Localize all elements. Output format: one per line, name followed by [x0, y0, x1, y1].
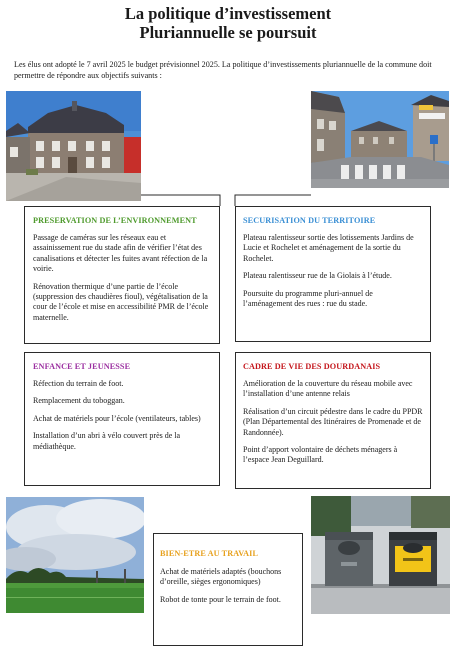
cadre-item: Réalisation d’un circuit pédestre dans le cadre du PPDR (Plan Départemental des Itinéraires de Promenade et de Randonnée). [243, 406, 423, 437]
securisation-box [235, 206, 431, 342]
enfance-heading: ENFANCE ET JEUNESSE [33, 362, 131, 371]
environment-item: Passage de caméras sur les réseaux eau et assainissement rue du stade afin de vérifier l’état des canalisations et détecter les fuites avant réfection de la voirie. [33, 233, 208, 274]
football-field-photo [6, 497, 144, 613]
cadre-heading: CADRE DE VIE DES DOURDANAIS [243, 362, 381, 371]
bienetre-heading: BIEN-ETRE AU TRAVAIL [160, 549, 259, 558]
enfance-box [24, 352, 220, 486]
enfance-item: Réfection du terrain de foot. [33, 379, 124, 388]
cadre-item: Point d’apport volontaire de déchets ménagers à l’espace Jean Deguillard. [243, 445, 398, 465]
environment-heading: PRESERVATION DE L’ENVIRONNEMENT [33, 216, 197, 225]
enfance-item: Remplacement du toboggan. [33, 396, 125, 406]
cadre-item: Amélioration de la couverture du réseau mobile avec l’installation d’une antenne relais [243, 379, 413, 399]
cadre-box [235, 352, 431, 489]
securisation-heading: SECURISATION DU TERRITOIRE [243, 216, 376, 225]
bienetre-box [153, 533, 303, 646]
intro-paragraph: Les élus ont adopté le 7 avril 2025 le budget prévisionnel 2025. La politique d’investissements pluriannuelle de la commune doit permettre de répondre aux objectifs suivants : [14, 60, 432, 80]
environment-box [24, 206, 220, 344]
school-building-photo [6, 91, 141, 201]
enfance-item: Achat de matériels pour l’école (ventilateurs, tables) [33, 413, 201, 423]
street-crosswalk-photo [311, 91, 449, 188]
bienetre-item: Robot de tonte pour le terrain de foot. [160, 594, 281, 604]
waste-containers-photo [311, 496, 450, 614]
environment-item: Rénovation thermique d’une partie de l’école (suppression des chaudières fioul), végétalisation de la cour de l’école et mise en accessibilité PMR de l’école maternelle. [33, 281, 209, 322]
securisation-item: Plateau ralentisseur sortie des lotissements Jardins de Lucie et Rochelet et aménagement de la sortie du Rochelet. [243, 233, 414, 263]
securisation-item: Plateau ralentisseur rue de la Giolais à l’étude. [243, 271, 392, 281]
enfance-item: Installation d’un abri à vélo couvert près de la médiathèque. [33, 431, 181, 451]
page-title-line2: Pluriannuelle se poursuit [139, 23, 317, 42]
securisation-item: Poursuite du programme pluri-annuel de l’aménagement des rues : rue du stade. [243, 288, 373, 309]
page-title-line1: La politique d’investissement [124, 4, 332, 23]
bienetre-item: Achat de matériels adaptés (bouchons d’oreille, sièges ergonomiques) [160, 567, 282, 587]
